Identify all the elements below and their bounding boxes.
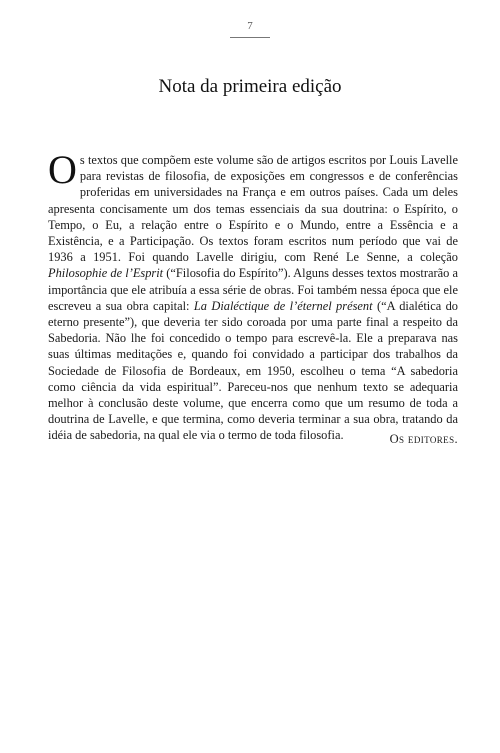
text-run: (“A dialética do eterno presente”), que deveria ter sido coroada por uma parte final a respeito da Sabedoria. Não lhe foi concedido o tempo para escrevê-la. Ele a preparava nas suas últimas meditações e, quando foi convidado a participar dos trabalhos da Sociedade de Filosofia de Bordeaux, em 1950, escolheu o tema “A sabedoria como ciência da vida espiritual”. Pareceu-nos que nenhum texto se adequaria melhor à conclusão deste volume, que encerra como que um resumo de toda a doutrina de Lavelle, e que termina, como deveria terminar a sua obra, tratando da idéia de sabedoria, na qual ele via o termo de toda filosofia. (48, 298, 458, 443)
drop-cap: O (48, 147, 77, 192)
body-paragraph (48, 147, 458, 444)
text-run: s textos que compõem este volume são de artigos escritos por Louis Lavelle para revistas de filosofia, de exposições em congressos e de conferências proferidas em universidades na França e em outros países. Cada um deles apresenta concisamente um dos temas essenciais da sua doutrina: o Espírito, o Tempo, o Eu, a relação entre o Espírito e o Mundo, entre a Essência e a Existência, e a Participação. Os textos foram escritos num período que vai de 1936 a 1951. Foi quando Lavelle dirigiu, com René Le Senne, a coleção (48, 153, 458, 265)
signature: Os editores. (389, 432, 458, 446)
italic-title-run: La Dialéctique de l’éternel présent (193, 298, 373, 313)
body-text-runs (48, 147, 458, 443)
page-number: 7 (247, 20, 253, 32)
text-run: (“Filosofia do Espírito”). Alguns desses textos mostrarão a importância que ele atribuía a essa série de obras. Foi também nessa época que ele escreveu a sua obra capital: (48, 266, 458, 313)
folio-rule (230, 37, 270, 38)
italic-title-run: Philosophie de l’Esprit (48, 266, 164, 281)
page-title: Nota da primeira edição (158, 76, 342, 97)
